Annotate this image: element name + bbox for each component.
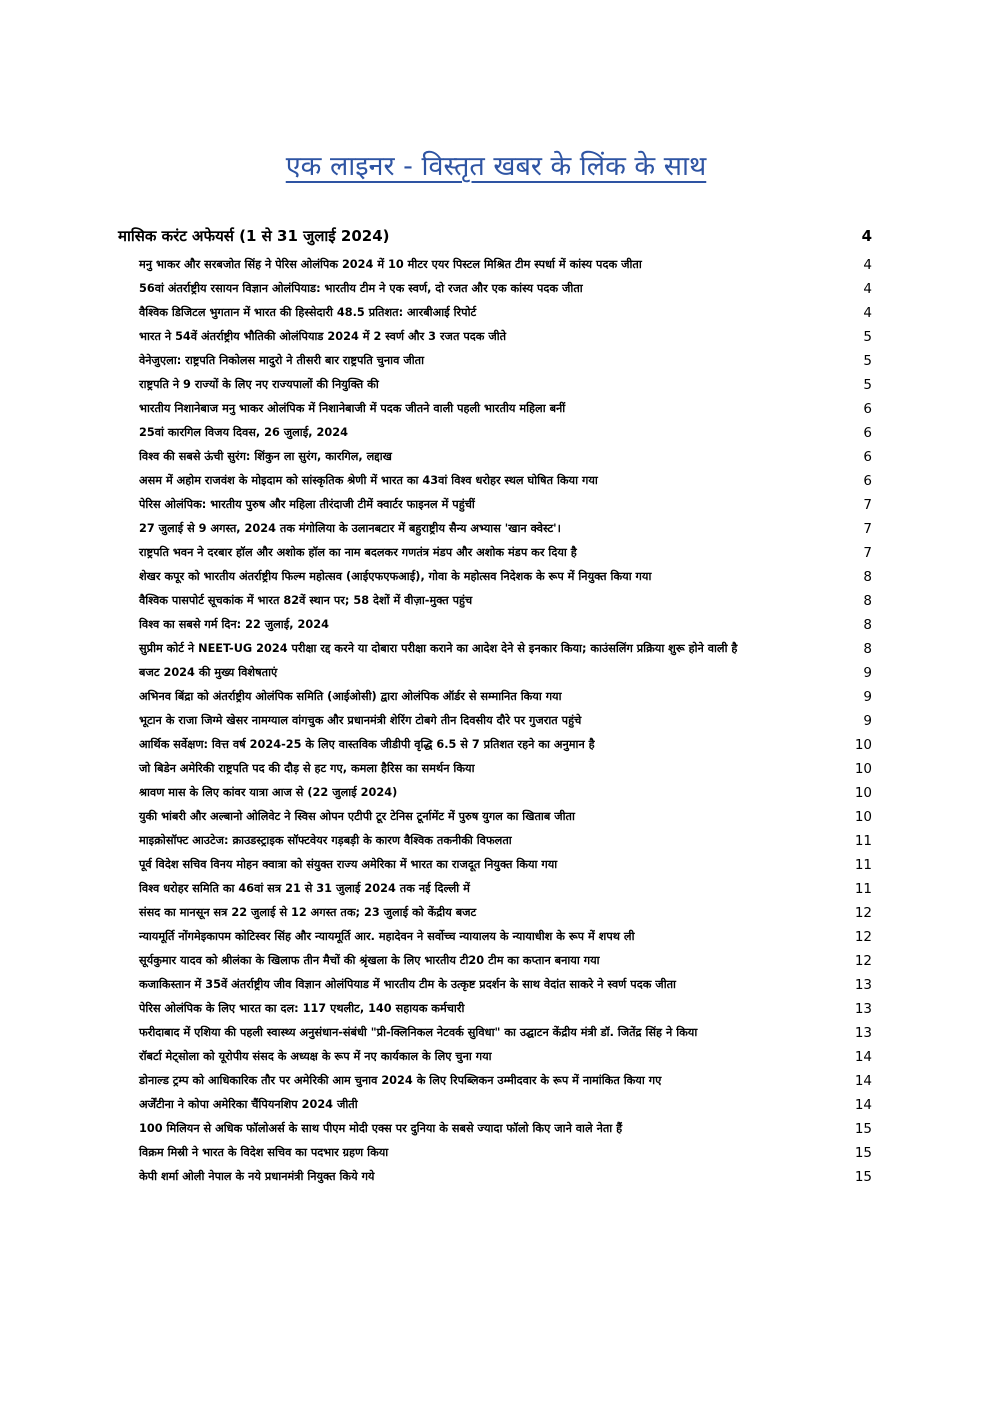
toc-entry-title: 27 जुलाई से 9 अगस्त, 2024 तक मंगोलिया के उलानबटार में बहुराष्ट्रीय सैन्य अभ्यास 'खान क्वेस्ट'। <box>139 522 561 535</box>
toc-entry-page-number: 10 <box>854 785 872 801</box>
toc-entry-page-number: 6 <box>863 449 872 465</box>
toc-entry-page-number: 9 <box>863 713 872 729</box>
toc-entry-page-number: 15 <box>854 1145 872 1161</box>
toc-entry[interactable] <box>139 804 876 828</box>
toc-entry-page-number: 4 <box>863 281 872 297</box>
toc-entry-page-number: 11 <box>854 833 872 849</box>
toc-entry-page-number: 4 <box>863 305 872 321</box>
toc-entry[interactable] <box>139 588 876 612</box>
toc-entry-page-number: 6 <box>863 401 872 417</box>
toc-entry-title: मनु भाकर और सरबजोत सिंह ने पेरिस ओलंपिक 2024 में 10 मीटर एयर पिस्टल मिश्रित टीम स्पर्धा में कांस्य पदक जीता <box>139 258 642 271</box>
toc-entry-title: अभिनव बिंद्रा को अंतर्राष्ट्रीय ओलंपिक समिति (आईओसी) द्वारा ओलंपिक ऑर्डर से सम्मानित किया गया <box>139 690 562 703</box>
toc-entry-page-number: 8 <box>863 641 872 657</box>
toc-entry[interactable] <box>139 828 876 852</box>
toc-entry[interactable] <box>139 372 876 396</box>
toc-entry[interactable] <box>139 732 876 756</box>
toc-section-heading[interactable] <box>118 226 876 252</box>
toc-entry-page-number: 13 <box>854 1025 872 1041</box>
toc-entry-title: जो बिडेन अमेरिकी राष्ट्रपति पद की दौड़ से हट गए, कमला हैरिस का समर्थन किया <box>139 762 475 775</box>
toc-entry-title: पेरिस ओलंपिक: भारतीय पुरुष और महिला तीरंदाजी टीमें क्वार्टर फाइनल में पहुंचीं <box>139 498 475 511</box>
toc-entry[interactable] <box>139 1020 876 1044</box>
section-label: मासिक करंट अफेयर्स (1 से 31 जुलाई 2024) <box>118 227 390 245</box>
toc-entry-title: कजाकिस्तान में 35वें अंतर्राष्ट्रीय जीव विज्ञान ओलंपियाड में भारतीय टीम के उत्कृष्ट प्रदर्शन के साथ वेदांत साकरे ने स्वर्ण पदक जीता <box>139 978 676 991</box>
toc-entry[interactable] <box>139 1116 876 1140</box>
toc-entry-title: सुप्रीम कोर्ट ने NEET-UG 2024 परीक्षा रद्द करने या दोबारा परीक्षा कराने का आदेश देने से इनकार किया; काउंसलिंग प्रक्रिया शुरू होने वाली है <box>139 642 738 655</box>
toc-entry[interactable] <box>139 300 876 324</box>
toc-entry-page-number: 12 <box>854 953 872 969</box>
toc-entry-page-number: 15 <box>854 1169 872 1185</box>
toc-entry-title: असम में अहोम राजवंश के मोइदाम को सांस्कृतिक श्रेणी में भारत का 43वां विश्व धरोहर स्थल घोषित किया गया <box>139 474 598 487</box>
toc-entry-page-number: 13 <box>854 977 872 993</box>
toc-entry-page-number: 11 <box>854 881 872 897</box>
toc-entry-page-number: 5 <box>863 353 872 369</box>
toc-entry[interactable] <box>139 972 876 996</box>
toc-entry-title: 25वां कारगिल विजय दिवस, 26 जुलाई, 2024 <box>139 426 348 439</box>
toc-entry-page-number: 15 <box>854 1121 872 1137</box>
toc-entry-title: 56वां अंतर्राष्ट्रीय रसायन विज्ञान ओलंपियाड: भारतीय टीम ने एक स्वर्ण, दो रजत और एक कांस्य पदक जीता <box>139 282 583 295</box>
toc-entry-title: माइक्रोसॉफ्ट आउटेज: क्राउडस्ट्राइक सॉफ्टवेयर गड़बड़ी के कारण वैश्विक तकनीकी विफलता <box>139 834 512 847</box>
toc-entry-title: शेखर कपूर को भारतीय अंतर्राष्ट्रीय फिल्म महोत्सव (आईएफएफआई), गोवा के महोत्सव निदेशक के रूप में नियुक्त किया गया <box>139 570 652 583</box>
toc-entry-page-number: 13 <box>854 1001 872 1017</box>
toc-entry-title: राष्ट्रपति ने 9 राज्यों के लिए नए राज्यपालों की नियुक्ति की <box>139 378 379 391</box>
toc-entry[interactable] <box>139 780 876 804</box>
toc-entry-title: केपी शर्मा ओली नेपाल के नये प्रधानमंत्री नियुक्त किये गये <box>139 1170 375 1183</box>
toc-entry[interactable] <box>139 276 876 300</box>
toc-entry-title: 100 मिलियन से अधिक फॉलोअर्स के साथ पीएम मोदी एक्स पर दुनिया के सबसे ज्यादा फॉलो किए जाने वाले नेता हैं <box>139 1122 623 1135</box>
toc-entry[interactable] <box>139 492 876 516</box>
toc-entry[interactable] <box>139 396 876 420</box>
toc-entry[interactable] <box>139 444 876 468</box>
toc-entry-title: रॉबर्टा मेट्सोला को यूरोपीय संसद के अध्यक्ष के रूप में नए कार्यकाल के लिए चुना गया <box>139 1050 492 1063</box>
toc-entry[interactable] <box>139 708 876 732</box>
toc-entry-page-number: 8 <box>863 593 872 609</box>
toc-entry-title: भारत ने 54वें अंतर्राष्ट्रीय भौतिकी ओलंपियाड 2024 में 2 स्वर्ण और 3 रजत पदक जीते <box>139 330 507 343</box>
toc-entry[interactable] <box>139 348 876 372</box>
toc-entry-title: विश्व की सबसे ऊंची सुरंग: शिंकुन ला सुरंग, कारगिल, लद्दाख <box>139 450 392 463</box>
toc-entry[interactable] <box>139 852 876 876</box>
toc-entry[interactable] <box>139 924 876 948</box>
toc-entry-page-number: 11 <box>854 857 872 873</box>
toc-entry-page-number: 9 <box>863 665 872 681</box>
toc-entry[interactable] <box>139 684 876 708</box>
page-title: एक लाइनर - विस्तृत खबर के लिंक के साथ <box>285 151 707 182</box>
toc-entry-title: आर्थिक सर्वेक्षण: वित्त वर्ष 2024-25 के लिए वास्तविक जीडीपी वृद्धि 6.5 से 7 प्रतिशत रहने का अनुमान है <box>139 738 595 751</box>
toc-entry-page-number: 7 <box>863 497 872 513</box>
toc-entry-page-number: 14 <box>854 1073 872 1089</box>
toc-entry-page-number: 12 <box>854 905 872 921</box>
toc-entry[interactable] <box>139 1068 876 1092</box>
toc-entry[interactable] <box>139 996 876 1020</box>
toc-entry[interactable] <box>139 324 876 348</box>
toc-entry-page-number: 10 <box>854 737 872 753</box>
toc-entry-page-number: 9 <box>863 689 872 705</box>
toc-entry[interactable] <box>139 1140 876 1164</box>
toc-entry-page-number: 14 <box>854 1049 872 1065</box>
toc-entry[interactable] <box>139 1164 876 1188</box>
toc-entry-page-number: 10 <box>854 761 872 777</box>
toc-entry-title: युकी भांबरी और अल्बानो ओलिवेट ने स्विस ओपन एटीपी टूर टेनिस टूर्नामेंट में पुरुष युगल का खिताब जीता <box>139 810 575 823</box>
toc-entry[interactable] <box>139 1044 876 1068</box>
toc-entry[interactable] <box>139 948 876 972</box>
toc-entry-page-number: 12 <box>854 929 872 945</box>
toc-list <box>118 252 876 1188</box>
toc-entry[interactable] <box>139 612 876 636</box>
toc-entry-page-number: 5 <box>863 377 872 393</box>
toc-entry[interactable] <box>139 516 876 540</box>
toc-entry-title: राष्ट्रपति भवन ने दरबार हॉल और अशोक हॉल का नाम बदलकर गणतंत्र मंडप और अशोक मंडप कर दिया है <box>139 546 577 559</box>
toc-entry[interactable] <box>139 660 876 684</box>
toc-entry-title: सूर्यकुमार यादव को श्रीलंका के खिलाफ तीन मैचों की श्रृंखला के लिए भारतीय टी20 टीम का कप्तान बनाया गया <box>139 954 600 967</box>
toc-entry-title: विश्व का सबसे गर्म दिन: 22 जुलाई, 2024 <box>139 618 329 631</box>
toc-entry-page-number: 6 <box>863 473 872 489</box>
toc-entry-page-number: 8 <box>863 617 872 633</box>
toc-entry-title: संसद का मानसून सत्र 22 जुलाई से 12 अगस्त तक; 23 जुलाई को केंद्रीय बजट <box>139 906 477 919</box>
toc-entry[interactable] <box>139 540 876 564</box>
toc-entry-page-number: 10 <box>854 809 872 825</box>
toc-entry-page-number: 4 <box>863 257 872 273</box>
toc-entry[interactable] <box>139 636 876 660</box>
toc-entry-title: विक्रम मिस्री ने भारत के विदेश सचिव का पदभार ग्रहण किया <box>139 1146 389 1159</box>
toc-entry-title: न्यायमूर्ति नोंगमेइकापम कोटिस्वर सिंह और न्यायमूर्ति आर. महादेवन ने सर्वोच्च न्यायालय के न्यायाधीश के रूप में शपथ ली <box>139 930 635 943</box>
toc-entry-title: अर्जेंटीना ने कोपा अमेरिका चैंपियनशिप 2024 जीती <box>139 1098 358 1111</box>
toc-entry-page-number: 14 <box>854 1097 872 1113</box>
toc-entry-title: वेनेजुएला: राष्ट्रपति निकोलस मादुरो ने तीसरी बार राष्ट्रपति चुनाव जीता <box>139 354 424 367</box>
toc-entry-page-number: 7 <box>863 545 872 561</box>
toc-entry-page-number: 5 <box>863 329 872 345</box>
toc-entry-title: डोनाल्ड ट्रम्प को आधिकारिक तौर पर अमेरिकी आम चुनाव 2024 के लिए रिपब्लिकन उम्मीदवार के रूप में नामांकित किया गए <box>139 1074 662 1087</box>
toc-entry-title: फरीदाबाद में एशिया की पहली स्वास्थ्य अनुसंधान-संबंधी "प्री-क्लिनिकल नेटवर्क सुविधा" का उद्घाटन केंद्रीय मंत्री डॉ. जितेंद्र सिंह ने किया <box>139 1026 698 1039</box>
toc-entry-page-number: 8 <box>863 569 872 585</box>
toc-entry-page-number: 7 <box>863 521 872 537</box>
toc-entry-title: पेरिस ओलंपिक के लिए भारत का दल: 117 एथलीट, 140 सहायक कर्मचारी <box>139 1002 465 1015</box>
toc-entry-title: वैश्विक पासपोर्ट सूचकांक में भारत 82वें स्थान पर; 58 देशों में वीज़ा-मुक्त पहुंच <box>139 594 473 607</box>
table-of-contents <box>118 226 876 1188</box>
toc-entry-title: भूटान के राजा जिग्मे खेसर नामग्याल वांगचुक और प्रधानमंत्री शेरिंग टोबगे तीन दिवसीय दौरे पर गुजरात पहुंचे <box>139 714 582 727</box>
toc-entry[interactable] <box>139 1092 876 1116</box>
toc-entry-title: पूर्व विदेश सचिव विनय मोहन क्वात्रा को संयुक्त राज्य अमेरिका में भारत का राजदूत नियुक्त किया गया <box>139 858 558 871</box>
toc-entry[interactable] <box>139 468 876 492</box>
toc-entry-page-number: 6 <box>863 425 872 441</box>
toc-entry[interactable] <box>139 756 876 780</box>
toc-entry-title: श्रावण मास के लिए कांवर यात्रा आज से (22 जुलाई 2024) <box>139 786 398 799</box>
toc-entry-title: बजट 2024 की मुख्य विशेषताएं <box>139 666 278 679</box>
toc-entry[interactable] <box>139 420 876 444</box>
toc-entry[interactable] <box>139 564 876 588</box>
section-page-number: 4 <box>861 227 872 245</box>
toc-entry[interactable] <box>139 876 876 900</box>
toc-entry-title: भारतीय निशानेबाज मनु भाकर ओलंपिक में निशानेबाजी में पदक जीतने वाली पहली भारतीय महिला बनीं <box>139 402 566 415</box>
toc-entry-title: वैश्विक डिजिटल भुगतान में भारत की हिस्सेदारी 48.5 प्रतिशत: आरबीआई रिपोर्ट <box>139 306 477 319</box>
toc-entry-title: विश्व धरोहर समिति का 46वां सत्र 21 से 31 जुलाई 2024 तक नई दिल्ली में <box>139 882 470 895</box>
toc-entry[interactable] <box>139 900 876 924</box>
toc-entry[interactable] <box>139 252 876 276</box>
